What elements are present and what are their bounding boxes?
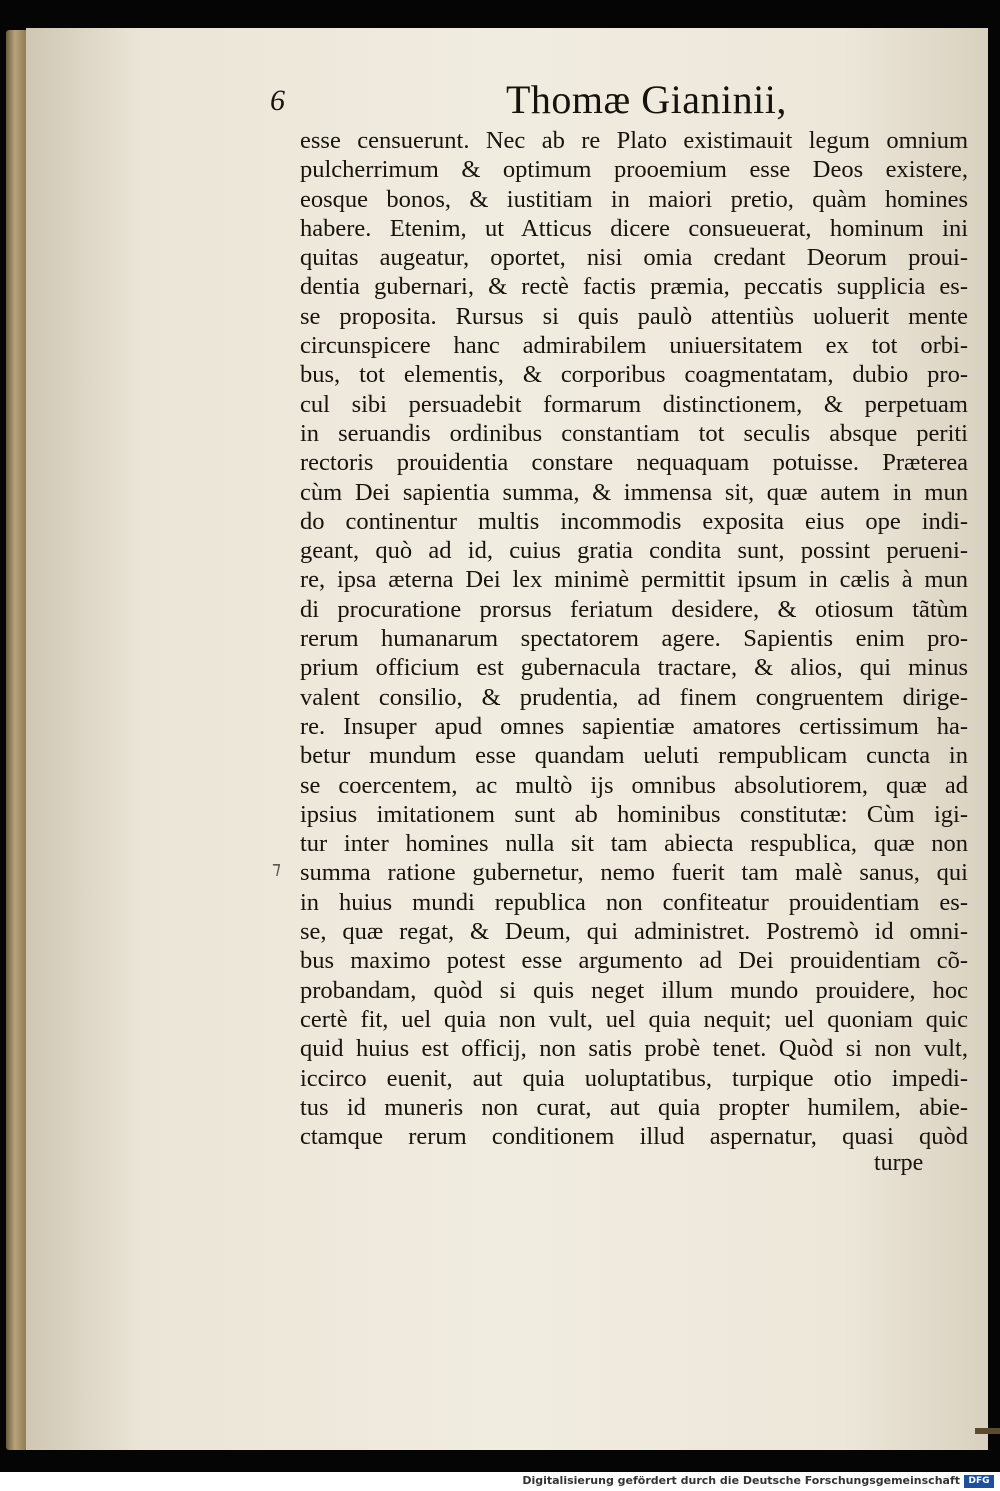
- text-line: circunspicere hanc admirabilem uniuersitatem ex tot orbi-: [300, 332, 968, 360]
- book-edge: [6, 30, 28, 1450]
- text-line: geant, quò ad id, cuius gratia condita sunt, possint perueni-: [300, 537, 968, 565]
- text-line: eosque bonos, & iustitiam in maiori pretio, quàm homines: [300, 185, 968, 213]
- text-line: re, ipsa æterna Dei lex minimè permittit ipsum in cælis à mun: [300, 566, 968, 594]
- text-line: rectoris prouidentia constare nequaquam potuisse. Præterea: [300, 449, 968, 477]
- text-line: summa ratione gubernetur, nemo fuerit tam malè sanus, qui: [300, 859, 968, 887]
- text-line: in huius mundi republica non confiteatur prouidentiam es-: [300, 888, 968, 916]
- text-line: di procuratione prorsus feriatum desidere, & otiosum tãtùm: [300, 595, 968, 623]
- text-line: quitas augeatur, oportet, nisi omia credant Deorum proui-: [300, 244, 968, 272]
- text-line: pulcherrimum & optimum prooemium esse Deos existere,: [300, 156, 968, 184]
- text-line: certè fit, uel quia non vult, uel quia nequit; uel quoniam quic: [300, 1005, 968, 1033]
- text-line: probandam, quòd si quis neget illum mundo prouidere, hoc: [300, 976, 968, 1004]
- text-line: se coercentem, ac multò ijs omnibus absolutiorem, quæ ad: [300, 771, 968, 799]
- text-line: esse censuerunt. Nec ab re Plato existimauit legum omnium: [300, 127, 968, 154]
- text-line: quid huius est officij, non satis probè tenet. Quòd si non vult,: [300, 1035, 968, 1063]
- text-line: re. Insuper apud omnes sapientiæ amatores certissimum ha-: [300, 712, 968, 740]
- text-line: cul sibi persuadebit formarum distinctionem, & perpetuam: [300, 390, 968, 418]
- text-line: cùm Dei sapientia summa, & immensa sit, quæ autem in mun: [300, 478, 968, 506]
- text-line: se proposita. Rursus si quis paulò attentiùs uoluerit mente: [300, 302, 968, 330]
- text-line: tur inter homines nulla sit tam abiecta respublica, quæ non: [300, 830, 968, 858]
- text-line: tus id muneris non curat, aut quia propter humilem, abie-: [300, 1093, 968, 1121]
- text-line: ctamque rerum conditionem illud aspernatur, quasi quòd: [300, 1123, 968, 1151]
- page-edge-mark: [975, 1428, 1000, 1434]
- text-line: valent consilio, & prudentia, ad finem congruentem dirige-: [300, 683, 968, 711]
- catchword: turpe: [874, 1150, 924, 1176]
- text-line: iccirco euenit, aut quia uoluptatibus, turpique otio impedi-: [300, 1064, 968, 1092]
- text-line: bus maximo potest esse argumento ad Dei prouidentiam cõ-: [300, 947, 968, 975]
- text-line: bus, tot elementis, & corporibus coagmentatam, dubio pro-: [300, 361, 968, 389]
- text-line: dentia gubernari, & rectè factis præmia, peccatis supplicia es-: [300, 273, 968, 301]
- text-line: in seruandis ordinibus constantiam tot seculis absque periti: [300, 419, 968, 447]
- text-line: betur mundum esse quandam ueluti rempublicam cuncta in: [300, 742, 968, 770]
- text-line: rerum humanarum spectatorem agere. Sapientis enim pro-: [300, 625, 968, 653]
- footer-credit: Digitalisierung gefördert durch die Deutsche Forschungsgemeinschaft: [522, 1474, 960, 1487]
- page-number: 6: [270, 84, 285, 117]
- text-line: habere. Etenim, ut Atticus dicere consueuerat, hominum ini: [300, 214, 968, 242]
- text-line: ipsius imitationem sunt ab hominibus constitutæ: Cùm igi-: [300, 800, 968, 828]
- body-text: [300, 126, 968, 1151]
- text-line: do continentur multis incommodis exposita eius ope indi-: [300, 507, 968, 535]
- margin-mark: ⁊: [272, 858, 281, 878]
- text-line: se, quæ regat, & Deum, qui administret. Postremò id omni-: [300, 918, 968, 946]
- dfg-logo: DFG: [964, 1475, 994, 1488]
- text-line: prium officium est gubernacula tractare, & alios, qui minus: [300, 654, 968, 682]
- running-head: Thomæ Gianinii,: [506, 77, 787, 122]
